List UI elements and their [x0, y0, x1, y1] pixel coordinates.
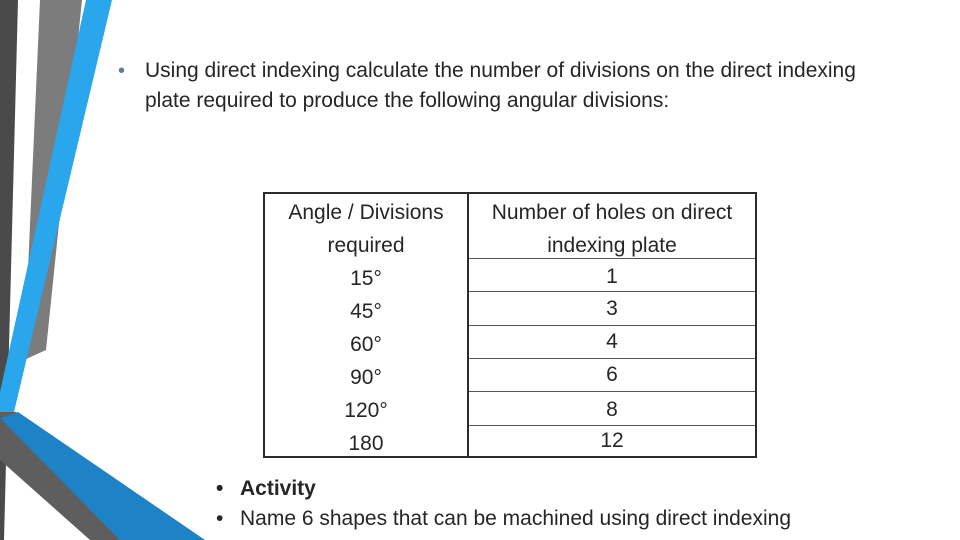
activity-task: Name 6 shapes that can be machined using direct indexing [240, 507, 792, 530]
intro-text: Using direct indexing calculate the number of divisions on the direct indexing plate required to produce the following angular divisions: [145, 59, 856, 112]
holes-column [469, 194, 755, 456]
activity-heading: Activity [240, 477, 316, 500]
table-row-divider [469, 391, 755, 392]
angle-header-line2: required [327, 234, 405, 257]
bullet-marker: • [216, 507, 224, 530]
angle-cell: 180 [348, 432, 384, 455]
holes-header-line2: indexing plate [547, 234, 677, 257]
activity-list [216, 474, 791, 534]
angle-cell: 60° [350, 333, 382, 356]
angle-cell: 90° [350, 366, 382, 389]
angle-cell: 120° [344, 399, 388, 422]
holes-cell: 6 [606, 363, 618, 386]
angle-cell: 45° [350, 300, 382, 323]
holes-header-line1: Number of holes on direct [491, 201, 733, 224]
table-row-divider [469, 258, 755, 259]
bullet-marker: • [118, 60, 126, 82]
bullet-marker: • [216, 477, 224, 500]
intro-bullet [118, 56, 898, 116]
angle-column [265, 196, 467, 460]
holes-cell: 12 [600, 429, 624, 452]
list-item [216, 474, 791, 504]
list-item [216, 504, 791, 534]
angle-header-line1: Angle / Divisions [288, 201, 444, 224]
indexing-table [263, 192, 757, 458]
holes-cell: 4 [606, 330, 618, 353]
holes-cell: 8 [606, 398, 618, 421]
holes-cell: 3 [606, 297, 618, 320]
holes-cell: 1 [606, 265, 618, 288]
angle-cell: 15° [350, 267, 382, 290]
